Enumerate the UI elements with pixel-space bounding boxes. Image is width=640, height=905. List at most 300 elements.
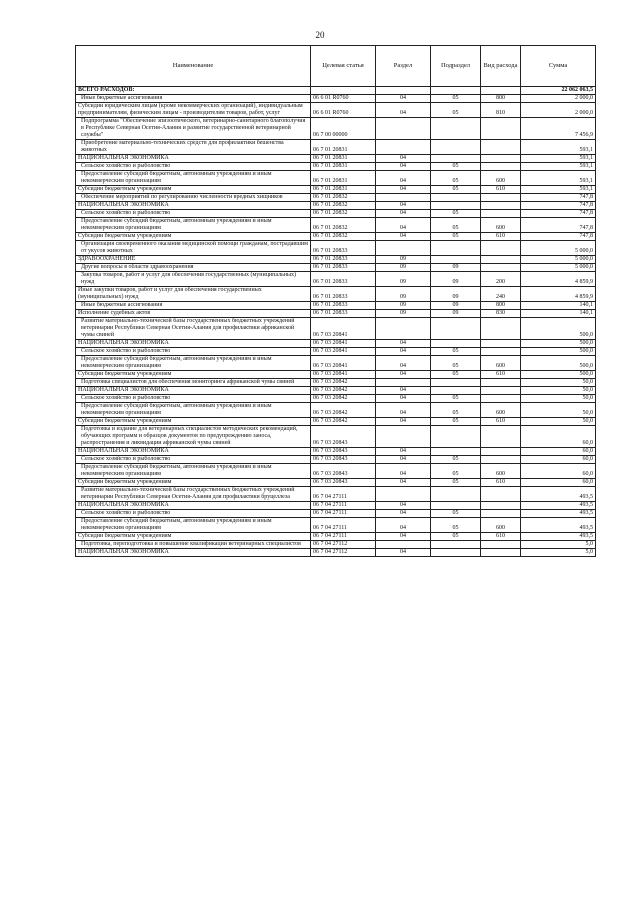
row-amount: 593,1: [521, 186, 596, 194]
row-name: НАЦИОНАЛЬНАЯ ЭКОНОМИКА: [76, 155, 311, 163]
row-section: [376, 541, 431, 549]
row-section: 04: [376, 371, 431, 379]
row-section: [376, 118, 431, 140]
row-amount: 5 000,0: [521, 264, 596, 272]
row-amount: 747,8: [521, 210, 596, 218]
row-subsection: 05: [431, 348, 481, 356]
row-target-code: 06 7 01 20831: [311, 171, 376, 186]
table-row: [76, 103, 596, 118]
row-section: 04: [376, 356, 431, 371]
row-kind: 200: [481, 272, 521, 287]
table-row: [76, 194, 596, 202]
table-row: [76, 464, 596, 479]
row-subsection: 05: [431, 456, 481, 464]
row-amount: 50,0: [521, 418, 596, 426]
row-name: Подготовка, переподготовка и повышение квалификации ветеринарных специалистов: [76, 541, 311, 549]
table-row: [76, 302, 596, 310]
row-target-code: 06 7 03 20842: [311, 418, 376, 426]
row-kind: 240: [481, 287, 521, 302]
row-name: НАЦИОНАЛЬНАЯ ЭКОНОМИКА: [76, 202, 311, 210]
row-kind: [481, 87, 521, 95]
row-target-code: 06 7 04 27111: [311, 502, 376, 510]
row-section: 04: [376, 155, 431, 163]
table-row: [76, 448, 596, 456]
row-section: 04: [376, 171, 431, 186]
col-header-section: Раздел: [376, 46, 431, 87]
row-section: 04: [376, 210, 431, 218]
row-subsection: 09: [431, 310, 481, 318]
row-name: ВСЕГО РАСХОДОВ:: [76, 87, 311, 95]
col-header-name: Наименование: [76, 46, 311, 87]
table-row: [76, 202, 596, 210]
row-subsection: 05: [431, 395, 481, 403]
row-amount: 493,5: [521, 533, 596, 541]
table-row: [76, 418, 596, 426]
row-amount: 500,0: [521, 348, 596, 356]
col-header-amount: Сумма: [521, 46, 596, 87]
row-kind: [481, 140, 521, 155]
row-name: Обеспечение мероприятий по регулированию численности вредных хищников: [76, 194, 311, 202]
row-name: Субсидии бюджетным учреждениям: [76, 371, 311, 379]
row-amount: 500,0: [521, 340, 596, 348]
table-row: [76, 426, 596, 448]
row-amount: 593,1: [521, 171, 596, 186]
row-amount: 593,1: [521, 163, 596, 171]
table-row: [76, 487, 596, 502]
row-section: 04: [376, 340, 431, 348]
row-amount: 500,0: [521, 371, 596, 379]
row-kind: [481, 510, 521, 518]
row-target-code: 06 7 01 20833: [311, 287, 376, 302]
table-row: [76, 549, 596, 557]
row-name: Предоставление субсидий бюджетным, автономным учреждениям и иным некоммерческим организациям: [76, 464, 311, 479]
row-name: Сельское хозяйство и рыболовство: [76, 510, 311, 518]
row-name: Предоставление субсидий бюджетным, автономным учреждениям и иным некоммерческим организациям: [76, 218, 311, 233]
row-name: Субсидии бюджетным учреждениям: [76, 233, 311, 241]
row-kind: 830: [481, 310, 521, 318]
row-target-code: 06 7 01 20833: [311, 241, 376, 256]
row-section: 09: [376, 302, 431, 310]
row-target-code: 06 7 01 20832: [311, 218, 376, 233]
table-row: [76, 287, 596, 302]
row-target-code: 06 7 04 27111: [311, 533, 376, 541]
row-subsection: 05: [431, 533, 481, 541]
row-amount: 60,0: [521, 448, 596, 456]
row-subsection: 05: [431, 103, 481, 118]
row-name: Предоставление субсидий бюджетным, автономным учреждениям и иным некоммерческим организациям: [76, 403, 311, 418]
table-row: [76, 387, 596, 395]
row-kind: 610: [481, 371, 521, 379]
table-row: [76, 356, 596, 371]
row-subsection: [431, 487, 481, 502]
row-kind: 800: [481, 302, 521, 310]
table-row: [76, 340, 596, 348]
row-target-code: [311, 87, 376, 95]
table-row: [76, 241, 596, 256]
row-kind: 600: [481, 403, 521, 418]
row-name: Субсидии юридическим лицам (кроме некоммерческих организаций), индивидуальным предпринимателям, физическим лицам - производителям товаров, работ, услуг: [76, 103, 311, 118]
row-subsection: 05: [431, 356, 481, 371]
row-section: [376, 140, 431, 155]
row-section: 04: [376, 348, 431, 356]
row-subsection: [431, 87, 481, 95]
row-kind: 610: [481, 418, 521, 426]
row-target-code: 06 7 01 20832: [311, 194, 376, 202]
row-amount: 60,0: [521, 426, 596, 448]
row-target-code: 06 7 03 20841: [311, 356, 376, 371]
row-amount: 493,5: [521, 487, 596, 502]
row-name: Сельское хозяйство и рыболовство: [76, 210, 311, 218]
table-row: [76, 186, 596, 194]
row-name: Субсидии бюджетным учреждениям: [76, 186, 311, 194]
table-row: [76, 87, 596, 95]
row-section: 04: [376, 464, 431, 479]
row-name: Развитие материально-технической базы государственных бюджетных учреждений ветеринарии Республики Северная Осетия-Алания для профилактики африканской чумы свиней: [76, 318, 311, 340]
row-section: 04: [376, 448, 431, 456]
row-amount: 7 456,9: [521, 118, 596, 140]
table-row: [76, 140, 596, 155]
row-subsection: 05: [431, 95, 481, 103]
row-name: НАЦИОНАЛЬНАЯ ЭКОНОМИКА: [76, 387, 311, 395]
row-amount: 5,0: [521, 549, 596, 557]
row-target-code: 06 7 03 20841: [311, 340, 376, 348]
row-name: Иные бюджетные ассигнования: [76, 95, 311, 103]
row-name: ЗДРАВООХРАНЕНИЕ: [76, 256, 311, 264]
row-section: [376, 241, 431, 256]
table-row: [76, 479, 596, 487]
row-kind: [481, 118, 521, 140]
row-target-code: 06 7 03 20841: [311, 348, 376, 356]
row-name: Предоставление субсидий бюджетным, автономным учреждениям и иным некоммерческим организациям: [76, 171, 311, 186]
row-target-code: 06 7 01 20832: [311, 210, 376, 218]
row-target-code: 06 7 03 20843: [311, 448, 376, 456]
row-name: Другие вопросы в области здравоохранения: [76, 264, 311, 272]
table-row: [76, 272, 596, 287]
row-section: [376, 487, 431, 502]
row-section: 04: [376, 479, 431, 487]
row-section: [376, 87, 431, 95]
row-section: [376, 194, 431, 202]
row-kind: 600: [481, 171, 521, 186]
row-section: 04: [376, 510, 431, 518]
row-target-code: 06 7 01 20833: [311, 310, 376, 318]
table-row: [76, 371, 596, 379]
row-kind: [481, 456, 521, 464]
row-subsection: [431, 502, 481, 510]
row-kind: [481, 379, 521, 387]
row-name: НАЦИОНАЛЬНАЯ ЭКОНОМИКА: [76, 549, 311, 557]
row-section: 09: [376, 287, 431, 302]
row-name: Субсидии бюджетным учреждениям: [76, 418, 311, 426]
row-kind: [481, 194, 521, 202]
row-section: 04: [376, 186, 431, 194]
row-amount: 60,0: [521, 464, 596, 479]
row-section: 09: [376, 256, 431, 264]
table-row: [76, 233, 596, 241]
row-subsection: [431, 318, 481, 340]
row-name: Предоставление субсидий бюджетным, автономным учреждениям и иным некоммерческим организациям: [76, 356, 311, 371]
table-row: [76, 518, 596, 533]
row-amount: 593,1: [521, 140, 596, 155]
row-target-code: 06 7 01 20833: [311, 272, 376, 287]
row-subsection: [431, 426, 481, 448]
table-row: [76, 264, 596, 272]
row-subsection: 05: [431, 233, 481, 241]
table-row: [76, 533, 596, 541]
row-subsection: [431, 118, 481, 140]
row-target-code: 06 7 03 20841: [311, 318, 376, 340]
row-kind: [481, 340, 521, 348]
table-row: [76, 210, 596, 218]
row-name: Закупка товаров, работ и услуг для обеспечения государственных (муниципальных) нужд: [76, 272, 311, 287]
row-subsection: 09: [431, 302, 481, 310]
row-amount: 5,0: [521, 541, 596, 549]
row-subsection: [431, 202, 481, 210]
row-kind: [481, 163, 521, 171]
row-name: Сельское хозяйство и рыболовство: [76, 163, 311, 171]
row-section: 04: [376, 518, 431, 533]
row-subsection: 05: [431, 210, 481, 218]
budget-table: [75, 45, 596, 557]
row-section: [376, 426, 431, 448]
col-header-target: Целевая статья: [311, 46, 376, 87]
table-row: [76, 318, 596, 340]
row-target-code: 06 7 03 20843: [311, 426, 376, 448]
row-kind: [481, 549, 521, 557]
row-target-code: 06 7 04 27112: [311, 541, 376, 549]
row-kind: [481, 348, 521, 356]
row-section: 04: [376, 218, 431, 233]
row-subsection: 05: [431, 479, 481, 487]
row-target-code: 06 7 01 20832: [311, 202, 376, 210]
row-kind: [481, 502, 521, 510]
row-subsection: [431, 194, 481, 202]
row-kind: 600: [481, 464, 521, 479]
table-row: [76, 310, 596, 318]
row-name: Подпрограмма "Обеспечение эпизоотического, ветеринарно-санитарного благополучия в Республике Северная Осетия-Алания и развитие государственной ветеринарной службы": [76, 118, 311, 140]
table-row: [76, 395, 596, 403]
row-subsection: [431, 448, 481, 456]
table-row: [76, 218, 596, 233]
table-row: [76, 95, 596, 103]
row-target-code: 06 7 00 00000: [311, 118, 376, 140]
row-amount: 4 859,9: [521, 287, 596, 302]
row-name: НАЦИОНАЛЬНАЯ ЭКОНОМИКА: [76, 340, 311, 348]
row-amount: 60,0: [521, 479, 596, 487]
row-amount: 2 000,0: [521, 103, 596, 118]
row-amount: 5 000,0: [521, 256, 596, 264]
row-section: 04: [376, 395, 431, 403]
row-section: 04: [376, 456, 431, 464]
row-target-code: 06 7 01 20831: [311, 155, 376, 163]
row-kind: 600: [481, 518, 521, 533]
row-subsection: [431, 256, 481, 264]
row-target-code: 06 7 03 20842: [311, 395, 376, 403]
row-kind: 800: [481, 95, 521, 103]
row-subsection: [431, 140, 481, 155]
row-kind: [481, 487, 521, 502]
row-target-code: 06 7 04 27111: [311, 518, 376, 533]
table-row: [76, 163, 596, 171]
row-section: 04: [376, 549, 431, 557]
table-row: [76, 379, 596, 387]
row-section: 04: [376, 533, 431, 541]
row-name: Исполнение судебных актов: [76, 310, 311, 318]
col-header-subsection: Подраздел: [431, 46, 481, 87]
row-amount: 4 859,9: [521, 272, 596, 287]
row-amount: 500,0: [521, 318, 596, 340]
table-row: [76, 118, 596, 140]
row-amount: 747,8: [521, 194, 596, 202]
row-target-code: 06 7 01 20833: [311, 264, 376, 272]
row-name: НАЦИОНАЛЬНАЯ ЭКОНОМИКА: [76, 502, 311, 510]
row-target-code: 06 6 01 R0760: [311, 103, 376, 118]
table-row: [76, 541, 596, 549]
row-subsection: 09: [431, 287, 481, 302]
table-row: [76, 256, 596, 264]
row-section: 09: [376, 264, 431, 272]
row-subsection: 05: [431, 371, 481, 379]
row-amount: 747,8: [521, 218, 596, 233]
row-kind: 610: [481, 479, 521, 487]
row-section: [376, 379, 431, 387]
row-kind: [481, 395, 521, 403]
row-name: Иные бюджетные ассигнования: [76, 302, 311, 310]
row-section: 09: [376, 272, 431, 287]
row-amount: 50,0: [521, 387, 596, 395]
row-section: 04: [376, 418, 431, 426]
row-subsection: 05: [431, 510, 481, 518]
table-row: [76, 171, 596, 186]
row-section: 04: [376, 202, 431, 210]
row-kind: [481, 387, 521, 395]
row-amount: 50,0: [521, 395, 596, 403]
row-section: 04: [376, 103, 431, 118]
row-name: Подготовка и издание для ветеринарных специалистов методических рекомендаций, обучающих программ и образцов документов по предупреждению заноса, распространения и ликвидации африканской чумы свиней: [76, 426, 311, 448]
row-kind: [481, 155, 521, 163]
row-kind: 600: [481, 218, 521, 233]
row-section: 04: [376, 233, 431, 241]
row-section: [376, 318, 431, 340]
row-target-code: 06 7 01 20832: [311, 233, 376, 241]
row-section: 04: [376, 387, 431, 395]
row-amount: 2 000,0: [521, 95, 596, 103]
row-target-code: 06 7 01 20833: [311, 302, 376, 310]
row-kind: [481, 202, 521, 210]
table-row: [76, 155, 596, 163]
row-name: Предоставление субсидий бюджетным, автономным учреждениям и иным некоммерческим организациям: [76, 518, 311, 533]
row-subsection: 05: [431, 518, 481, 533]
table-row: [76, 403, 596, 418]
row-amount: 747,8: [521, 233, 596, 241]
row-amount: 5 000,0: [521, 241, 596, 256]
row-amount: 50,0: [521, 379, 596, 387]
row-subsection: 05: [431, 171, 481, 186]
table-body: [76, 87, 596, 557]
row-amount: 50,0: [521, 403, 596, 418]
row-kind: [481, 541, 521, 549]
row-target-code: 06 7 03 20843: [311, 464, 376, 479]
table-header-row: [76, 46, 596, 87]
row-amount: 140,1: [521, 302, 596, 310]
row-subsection: [431, 340, 481, 348]
row-kind: 610: [481, 233, 521, 241]
row-amount: 493,5: [521, 510, 596, 518]
row-amount: 140,1: [521, 310, 596, 318]
row-name: НАЦИОНАЛЬНАЯ ЭКОНОМИКА: [76, 448, 311, 456]
row-amount: 500,0: [521, 356, 596, 371]
row-kind: [481, 241, 521, 256]
row-amount: 493,5: [521, 502, 596, 510]
row-amount: 747,8: [521, 202, 596, 210]
row-target-code: 06 7 04 27111: [311, 510, 376, 518]
row-subsection: [431, 155, 481, 163]
row-amount: 593,1: [521, 155, 596, 163]
row-subsection: 09: [431, 264, 481, 272]
table-row: [76, 456, 596, 464]
row-target-code: 06 7 01 20831: [311, 140, 376, 155]
row-kind: 610: [481, 186, 521, 194]
row-target-code: 06 7 03 20842: [311, 403, 376, 418]
row-target-code: 06 7 03 20843: [311, 479, 376, 487]
row-subsection: [431, 549, 481, 557]
row-name: Приобретение материально-технических средств для профилактики бешенства животных: [76, 140, 311, 155]
row-subsection: 05: [431, 418, 481, 426]
row-kind: [481, 426, 521, 448]
row-subsection: 05: [431, 218, 481, 233]
row-subsection: 05: [431, 464, 481, 479]
row-target-code: 06 7 03 20843: [311, 456, 376, 464]
row-target-code: 06 7 04 27111: [311, 487, 376, 502]
col-header-kind: Вид расхода: [481, 46, 521, 87]
row-target-code: 06 7 01 20831: [311, 163, 376, 171]
row-kind: [481, 264, 521, 272]
row-target-code: 06 7 03 20842: [311, 387, 376, 395]
table-row: [76, 510, 596, 518]
page-number: 20: [315, 30, 325, 40]
row-amount: 493,5: [521, 518, 596, 533]
row-kind: [481, 448, 521, 456]
table-row: [76, 348, 596, 356]
row-target-code: 06 7 04 27112: [311, 549, 376, 557]
row-name: Иные закупки товаров, работ и услуг для обеспечения государственных (муниципальных) нужд: [76, 287, 311, 302]
row-name: Сельское хозяйство и рыболовство: [76, 348, 311, 356]
row-kind: 810: [481, 103, 521, 118]
row-subsection: 09: [431, 272, 481, 287]
row-section: 04: [376, 502, 431, 510]
row-amount: 22 062 063,5: [521, 87, 596, 95]
row-section: 04: [376, 95, 431, 103]
row-subsection: [431, 379, 481, 387]
row-kind: 610: [481, 533, 521, 541]
row-kind: 600: [481, 356, 521, 371]
row-subsection: [431, 541, 481, 549]
table-row: [76, 502, 596, 510]
row-subsection: 05: [431, 163, 481, 171]
row-section: 04: [376, 163, 431, 171]
row-section: 04: [376, 403, 431, 418]
row-name: Сельское хозяйство и рыболовство: [76, 395, 311, 403]
row-name: Сельское хозяйство и рыболовство: [76, 456, 311, 464]
row-name: Субсидии бюджетным учреждениям: [76, 533, 311, 541]
row-subsection: 05: [431, 403, 481, 418]
row-target-code: 06 7 01 20833: [311, 256, 376, 264]
row-kind: [481, 318, 521, 340]
row-kind: [481, 210, 521, 218]
row-name: Развитие материально-технической базы государственных бюджетных учреждений ветеринарии Республики Северная Осетия-Алания для профилактики бруцеллеза: [76, 487, 311, 502]
row-subsection: [431, 241, 481, 256]
row-section: 09: [376, 310, 431, 318]
